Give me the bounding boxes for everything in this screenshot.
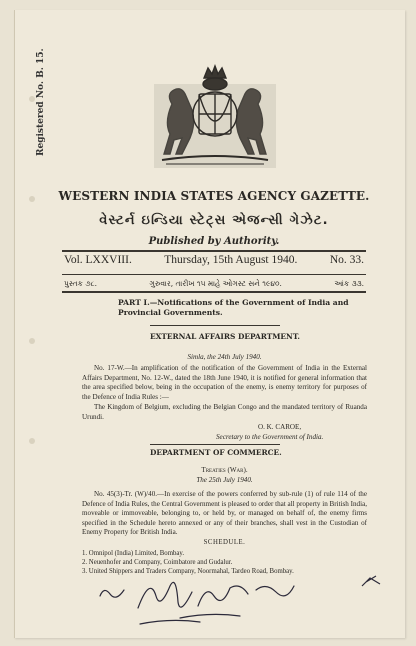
signatory-title: Secretary to the Government of India. <box>216 433 324 441</box>
rule <box>62 250 366 252</box>
punch-hole <box>29 438 35 444</box>
issue-date-gujarati: ગુરુવાર, તારીખ ૧૫ માહે ઓગસ્ટ સને ૧૯૪૦. <box>149 279 282 288</box>
rule <box>150 325 280 326</box>
schedule-item: 3. United Shippers and Traders Company, Noormahal, Tardeo Road, Bombay. <box>82 568 294 575</box>
rule <box>62 274 366 275</box>
commerce-order: No. 45(3)-Tr. (W)/40.—In exercise of the powers conferred by sub-rule (1) of rule 114 of the Defence of India Rules, the Central Government is pleased to order that all property in British India, moveable or immoveable, belonging to, or held by, or managed on behalf of, the enemy firms specified in the Schedule hereto annexed or any of their branches, shall vest in the Custodian of Enemy Property for British India. <box>82 490 367 537</box>
signatory: O. K. CAROE, <box>258 423 302 431</box>
external-affairs-heading: EXTERNAL AFFAIRS DEPARTMENT. <box>150 332 300 341</box>
schedule-title: SCHEDULE. <box>203 539 246 546</box>
issue-number-gujarati: આંક ૩૩. <box>334 279 364 288</box>
volume: Vol. LXXVIII. <box>64 254 132 266</box>
gazette-title-gujarati: વેસ્ટર્ન ઇન્ડિયા સ્ટેટ્સ એજન્સી ગેઝેટ. <box>99 213 329 228</box>
issue-number: No. 33. <box>329 254 364 266</box>
issue-line-gujarati <box>64 279 364 289</box>
rule <box>150 444 280 445</box>
punch-hole <box>29 96 35 102</box>
handwritten-mark-icon <box>360 574 382 590</box>
gazette-title: WESTERN INDIA STATES AGENCY GAZETTE. <box>58 189 370 203</box>
punch-hole <box>29 338 35 344</box>
volume-gujarati: પુસ્તક ૭૮. <box>64 279 97 288</box>
external-notification: No. 17-W.—In amplification of the notification of the Government of India in the External Affairs Department, No. 12-W., dated the 18th June 1940, it is notified for general information that the area specified below, being in the occupation of the enemy, is enemy territory for purposes of the Defence of India Rules :— <box>82 364 367 401</box>
external-territory: The Kingdom of Belgium, excluding the Belgian Congo and the mandated territory of Ruanda Urundi. <box>82 403 367 421</box>
issue-line <box>64 254 364 266</box>
schedule-item: 2. Neuenhofer and Company, Coimbatore and Gudalur. <box>82 559 233 566</box>
royal-coat-of-arms-icon <box>152 64 278 172</box>
registration-number: Registered No. B. 15. <box>36 48 46 156</box>
commerce-heading: DEPARTMENT OF COMMERCE. <box>150 448 282 457</box>
commerce-subheading: Treaties (War). <box>201 466 248 474</box>
part-heading: PART I.—Notifications of the Government of India and Provincial Governments. <box>118 298 349 317</box>
published-by-authority: Published by Authority. <box>148 236 280 247</box>
schedule-item: 1. Omnipol (India) Limited, Bombay. <box>82 550 185 557</box>
rule <box>62 291 366 293</box>
commerce-dateline: The 25th July 1940. <box>196 476 253 484</box>
external-dateline: Simla, the 24th July 1940. <box>187 353 262 361</box>
issue-date: Thursday, 15th August 1940. <box>164 254 298 266</box>
handwritten-signature-icon <box>80 566 320 636</box>
punch-hole <box>29 196 35 202</box>
